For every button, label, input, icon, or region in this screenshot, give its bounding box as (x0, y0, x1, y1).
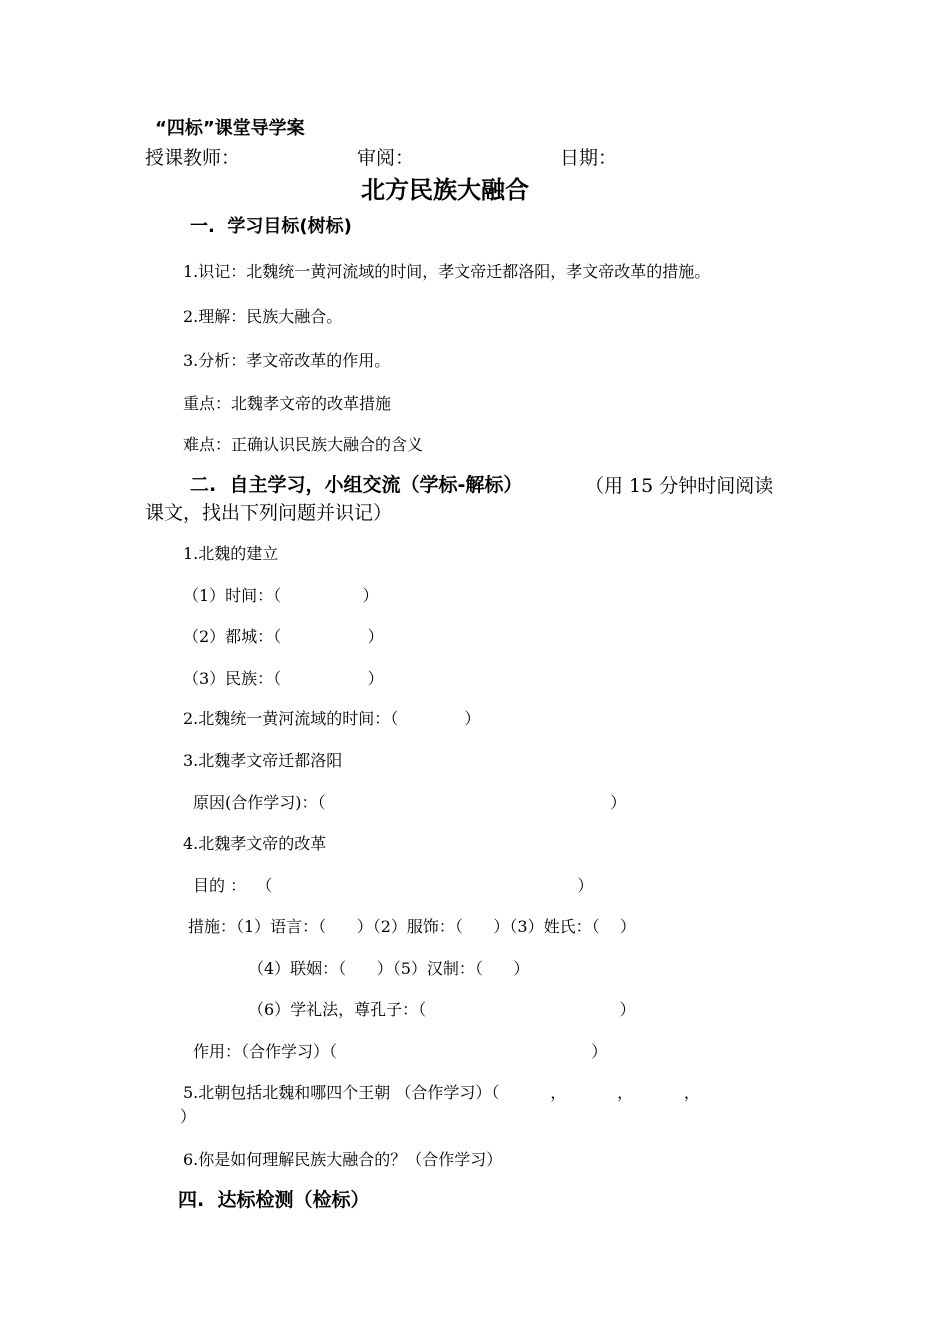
question-4-effect: 作用：（合作学习）（ ） (193, 1042, 608, 1061)
section4-heading: 四. 达标检测（检标） (178, 1189, 370, 1211)
question-4-purpose: 目的 ： （ ） (193, 876, 594, 895)
series-title: “四标”课堂导学案 (155, 118, 305, 139)
section1-heading: 一. 学习目标(树标) (190, 216, 352, 237)
review-label: 审阅： (357, 147, 415, 169)
question-6: 6.你是如何理解民族大融合的？（合作学习） (183, 1150, 503, 1169)
question-4-measures-row1: 措施：（1）语言：（ ）（2）服饰：（ ）（3）姓氏：（ ） (188, 917, 636, 936)
objective-item: 1.识记：北魏统一黄河流域的时间，孝文帝迁都洛阳，孝文帝改革的措施。 (183, 262, 711, 281)
section2-heading: 二. 自主学习，小组交流（学标-解标） (190, 474, 523, 496)
teacher-label: 授课教师： (145, 147, 241, 169)
question-4-title: 4.北魏孝文帝的改革 (183, 834, 327, 853)
difficult-point: 难点：正确认识民族大融合的含义 (183, 435, 424, 454)
question-1-title: 1.北魏的建立 (183, 544, 279, 563)
question-3-reason: 原因(合作学习)：（ ） (193, 793, 627, 812)
document-title: 北方民族大融合 (361, 176, 529, 204)
question-1-ethnic: （3）民族：（ ） (183, 669, 384, 688)
key-point: 重点：北魏孝文帝的改革措施 (183, 394, 392, 413)
question-4-measures-row2: （4）联姻：（ ）（5）汉制：（ ） (248, 959, 530, 978)
date-label: 日期： (560, 147, 618, 169)
objective-item: 2.理解：民族大融合。 (183, 307, 343, 326)
question-1-time: （1）时间：（ ） (183, 586, 379, 605)
question-5: 5.北朝包括北魏和哪四个王朝 （合作学习）（ ， ， ， (183, 1083, 700, 1102)
question-4-measures-row3: （6）学礼法，尊孔子：（ ） (248, 1000, 636, 1019)
question-3-title: 3.北魏孝文帝迁都洛阳 (183, 751, 343, 770)
objective-item: 3.分析：孝文帝改革的作用。 (183, 351, 391, 370)
question-1-capital: （2）都城：（ ） (183, 627, 384, 646)
question-5-cont: ） (180, 1107, 197, 1126)
question-2: 2.北魏统一黄河流域的时间：（ ） (183, 709, 481, 728)
section2-instruction: （用 15 分钟时间阅读 (585, 475, 774, 497)
section2-instruction-cont: 课文，找出下列问题并识记） (145, 502, 393, 524)
